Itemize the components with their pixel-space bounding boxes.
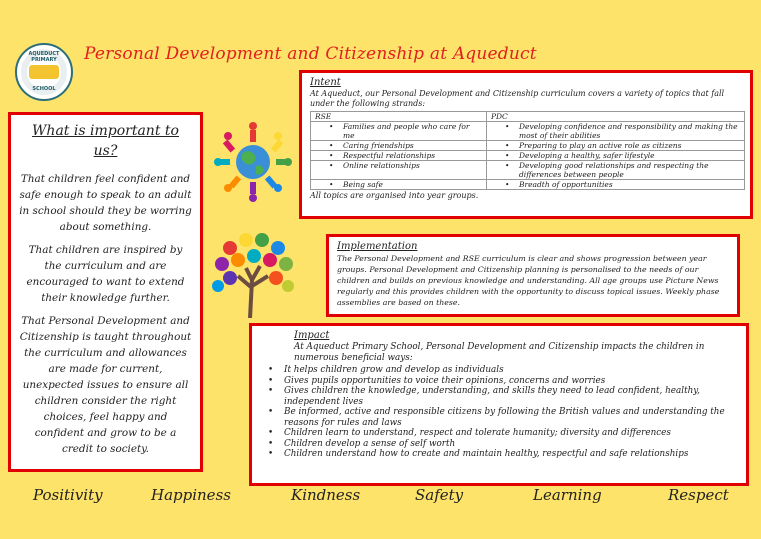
pdc-header: PDC	[487, 112, 745, 122]
rse-topic: • Online relationships	[315, 161, 482, 170]
pdc-topic: • Preparing to play an active role as citizens	[491, 141, 740, 150]
list-item: • Gives children the knowledge, understanding, and skills they need to lead confident, healthy, independent lives	[262, 386, 736, 407]
list-item: • Children understand how to create and maintain healthy, respectful and safe relationships	[262, 449, 736, 460]
importance-paragraph: That children feel confident and safe enough to speak to an adult in school should they be worring about something.	[19, 173, 192, 233]
importance-paragraph: That children are inspired by the curriculum and are encouraged to want to extend their knowledge further.	[26, 244, 185, 304]
rse-topic: • Respectful relationships	[315, 151, 482, 160]
table-row	[311, 161, 745, 180]
impact-heading: Impact	[294, 330, 330, 341]
table-row	[311, 180, 745, 190]
logo-bottom-text: SCHOOL	[32, 86, 56, 92]
pdc-topic: • Developing confidence and responsibility and making the most of their abilities	[491, 122, 740, 140]
page-title: Personal Development and Citizenship at Aqueduct	[84, 44, 537, 64]
impact-lead: At Aqueduct Primary School, Personal Development and Citizenship impacts the children in numerous beneficial ways:	[294, 342, 705, 363]
strands-table	[310, 111, 745, 190]
aqueduct-bridge-icon	[29, 65, 59, 79]
rse-header: RSE	[311, 112, 487, 122]
rse-topic: • Families and people who care for me	[315, 122, 482, 140]
importance-panel	[8, 112, 203, 472]
value-positivity: Positivity	[33, 486, 103, 504]
implementation-heading: Implementation	[337, 241, 418, 252]
pdc-topic: • Developing a healthy, safer lifestyle	[491, 151, 740, 160]
list-item: • Children learn to understand, respect and tolerate humanity; diversity and differences	[262, 428, 736, 439]
impact-list	[262, 365, 736, 460]
list-item: • Children develop a sense of self worth	[262, 439, 736, 450]
school-values	[0, 486, 761, 510]
value-happiness: Happiness	[151, 486, 231, 504]
list-item: • It helps children grow and develop as individuals	[262, 365, 736, 376]
school-logo	[15, 43, 73, 101]
table-row	[311, 122, 745, 141]
hand-tree-icon	[210, 230, 296, 318]
pdc-topic: • Developing good relationships and respecting the differences between people	[491, 161, 740, 179]
importance-paragraph: That Personal Development and Citizenship is taught throughout the curriculum and allowances are made for current, unexpected issues to ensure all children consider the right choices, feel happy and confident and grow to be a credit to society.	[19, 315, 192, 455]
value-safety: Safety	[415, 486, 464, 504]
implementation-text: The Personal Development and RSE curriculum is clear and shows progression between year groups. Personal Development and Citizenship planning is personalised to the needs of our children and builds on previous knowledge and understanding. All age groups use Picture News regularly and this provides children with the opportunity to discuss topical issues. Weekly phase assemblies are based on these.	[337, 254, 720, 307]
list-item: • Be informed, active and responsible citizens by following the British values and understanding the reasons for rules and laws	[262, 407, 736, 428]
rse-topic: • Caring friendships	[315, 141, 482, 150]
list-item: • Gives pupils opportunities to voice their opinions, concerns and worries	[262, 376, 736, 387]
children-globe-icon	[208, 118, 298, 203]
intent-description: At Aqueduct, our Personal Development and Citizenship curriculum covers a variety of topics that fall under the following strands:	[310, 89, 725, 108]
value-kindness: Kindness	[291, 486, 361, 504]
importance-heading: What is important to us?	[32, 123, 179, 159]
logo-top-text: AQUEDUCT PRIMARY	[28, 51, 60, 63]
impact-panel	[249, 323, 749, 486]
pdc-topic: • Breadth of opportunities	[491, 180, 740, 189]
value-respect: Respect	[668, 486, 729, 504]
implementation-panel	[326, 234, 740, 317]
table-row	[311, 151, 745, 161]
intent-panel	[299, 70, 753, 219]
rse-topic: • Being safe	[315, 180, 482, 189]
value-learning: Learning	[533, 486, 602, 504]
intent-heading: Intent	[310, 77, 341, 88]
intent-footer: All topics are organised into year groups.	[310, 191, 479, 200]
table-row	[311, 141, 745, 151]
